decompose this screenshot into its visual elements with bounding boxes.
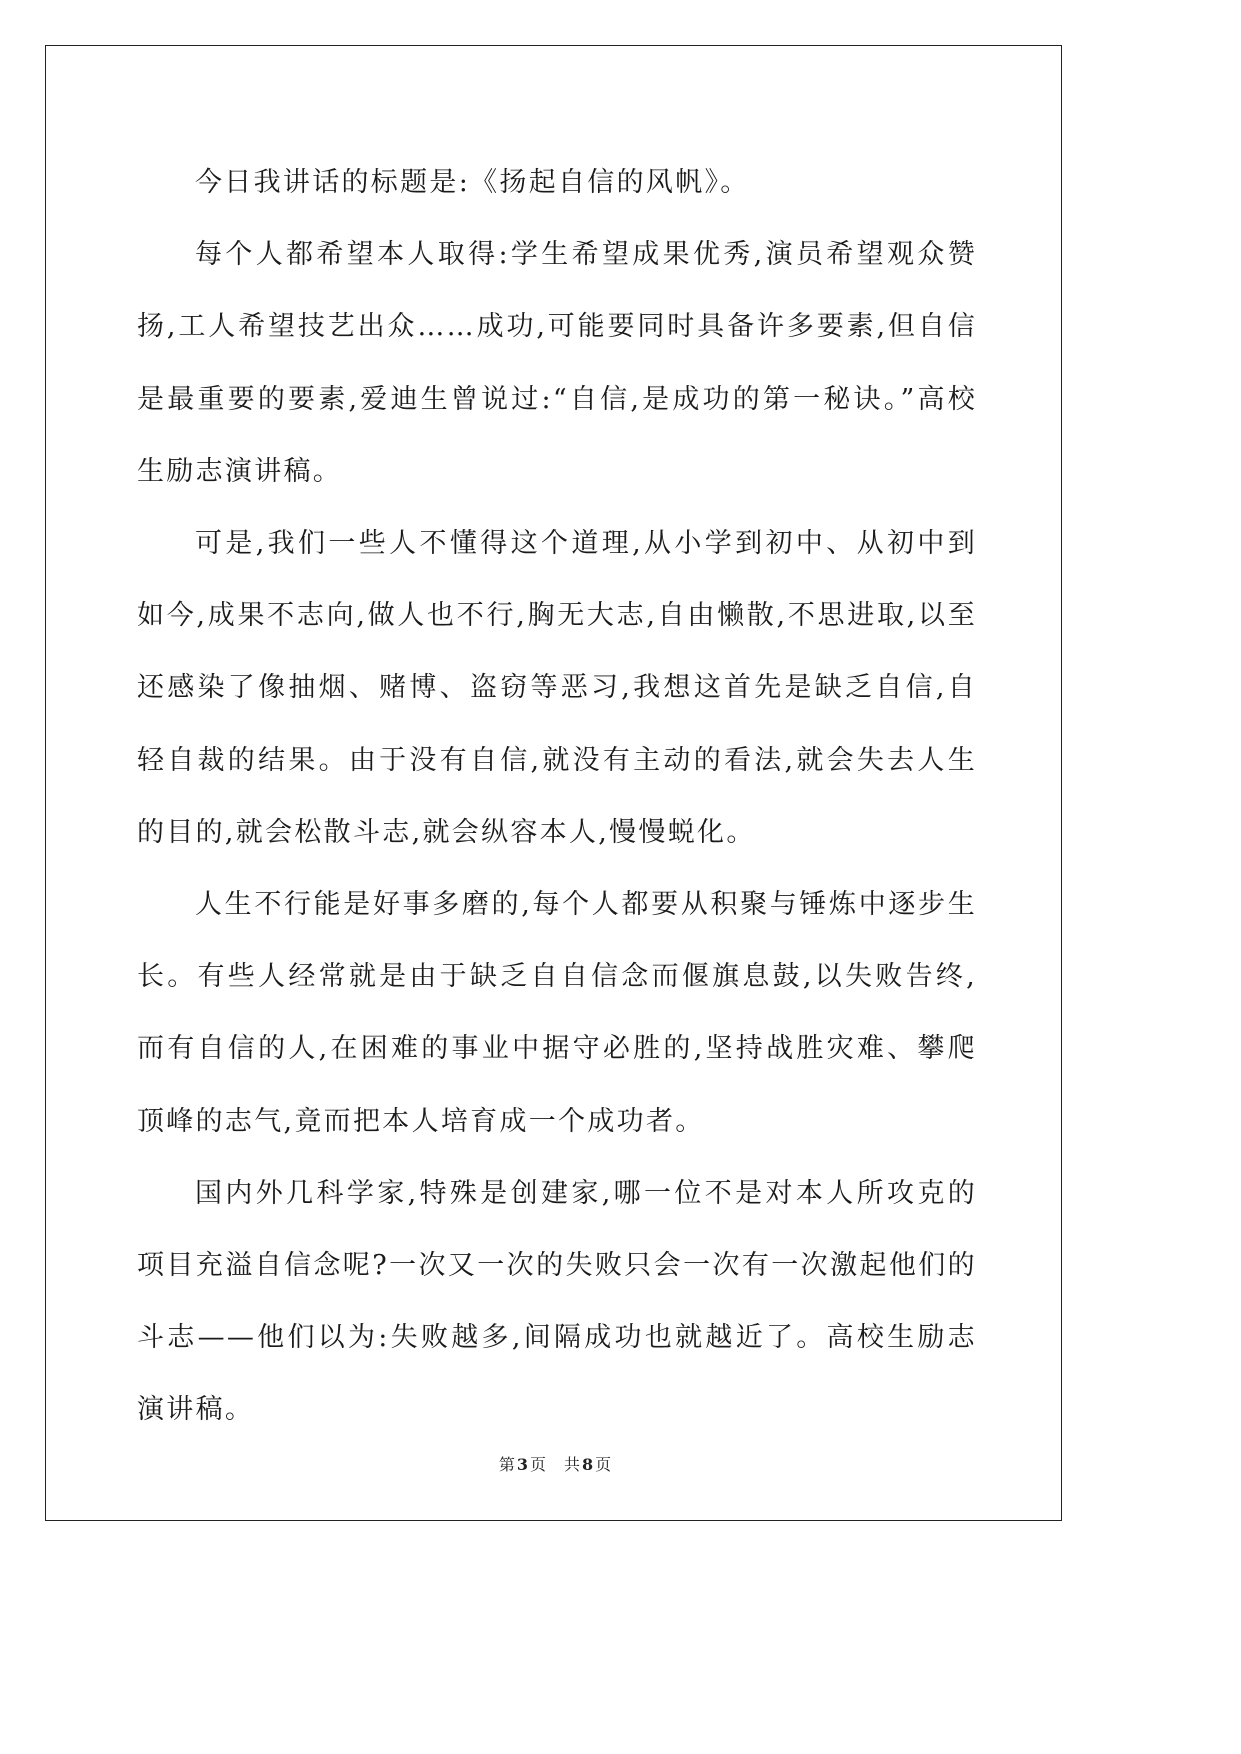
paragraph-4: 人生不行能是好事多磨的,每个人都要从积聚与锤炼中逐步生长。有些人经常就是由于缺乏自自信念而偃旗息鼓,以失败告终,而有自信的人,在困难的事业中据守必胜的,坚持战胜灾难、攀爬顶峰的志气,竟而把本人培育成一个成功者。: [137, 889, 977, 1137]
paragraph-5: 国内外几科学家,特殊是创建家,哪一位不是对本人所攻克的项目充溢自信念呢?一次又一次的失败只会一次有一次激起他们的斗志——他们以为:失败越多,间隔成功也就越近了。高校生励志演讲稿。: [137, 1177, 977, 1426]
page-total-count: 8: [582, 1455, 594, 1474]
page-number-prefix: 第: [498, 1455, 515, 1474]
page-total-prefix: 共: [564, 1455, 581, 1474]
page-total-label: 页: [595, 1455, 612, 1474]
document-body: [137, 147, 977, 1447]
page-footer: [0, 1452, 1110, 1475]
paragraph-1: 今日我讲话的标题是:《扬起自信的风帆》。: [195, 167, 750, 198]
paragraph-3: 可是,我们一些人不懂得这个道理,从小学到初中、从初中到如今,成果不志向,做人也不行,胸无大志,自由懒散,不思进取,以至还感染了像抽烟、赌博、盗窃等恶习,我想这首先是缺乏自信,自轻自裁的结果。由于没有自信,就没有主动的看法,就会失去人生的目的,就会松散斗志,就会纵容本人,慢慢蜕化。: [137, 528, 977, 848]
page-number-label: 页: [529, 1455, 546, 1474]
page-number-current: 3: [516, 1455, 528, 1474]
paragraph-2: 每个人都希望本人取得:学生希望成果优秀,演员希望观众赞扬,工人希望技艺出众……成功,可能要同时具备许多要素,但自信是最重要的要素,爱迪生曾说过:“自信,是成功的第一秘诀。”高校生励志演讲稿。: [137, 239, 977, 487]
